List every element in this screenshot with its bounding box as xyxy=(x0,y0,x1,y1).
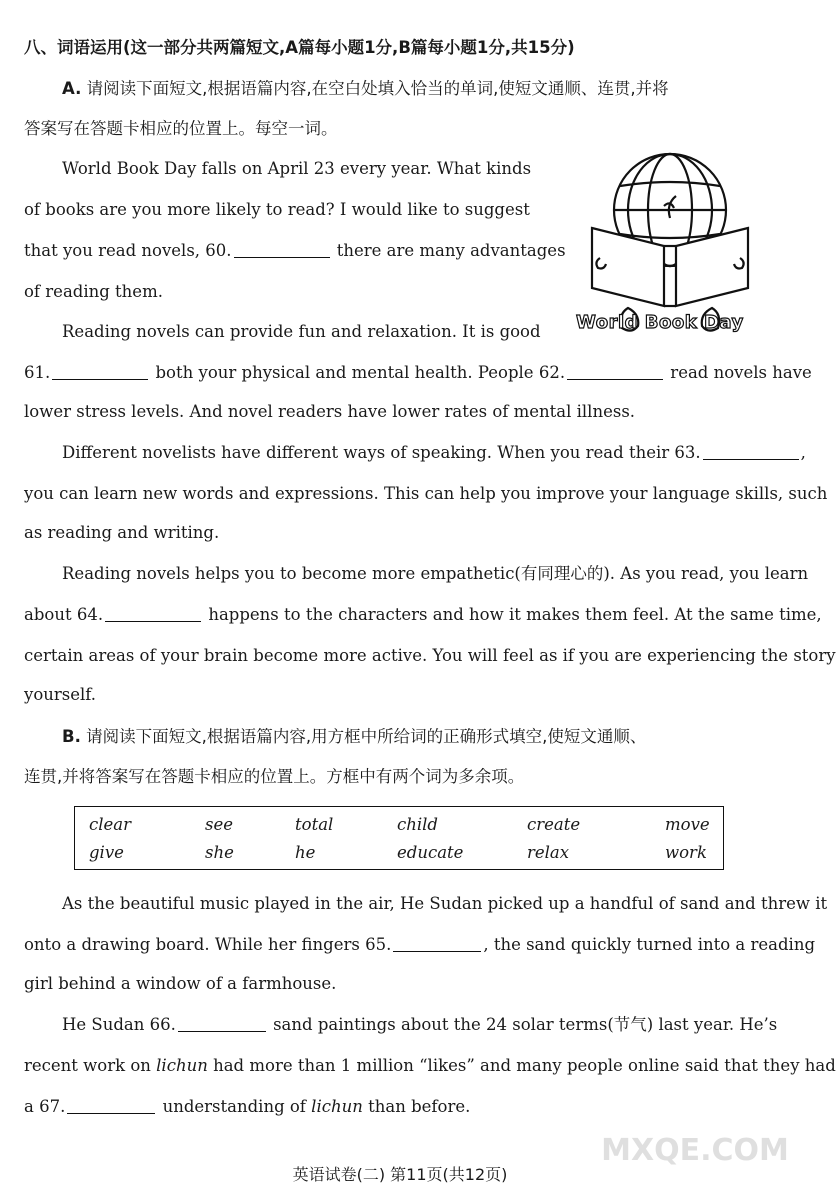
passage-b-line xyxy=(24,934,816,956)
word-box-item: clear xyxy=(89,815,132,834)
part-a-instruction-line2: 答案写在答题卡相应的位置上。每空一词。 xyxy=(24,119,338,138)
text-segment: there are many advantages xyxy=(331,241,566,260)
word-box-item: total xyxy=(295,815,334,834)
text-segment: than before. xyxy=(362,1097,471,1116)
text-segment: about 64. xyxy=(24,605,104,624)
section-title: 八、词语运用(这一部分共两篇短文,A篇每小题1分,B篇每小题1分,共15分) xyxy=(24,38,575,57)
passage-b-line: girl behind a window of a farmhouse. xyxy=(24,974,337,993)
watermark-text: MXQE.COM xyxy=(601,1133,789,1168)
page-footer: 英语试卷(二) 第11页(共12页) xyxy=(292,1165,508,1184)
word-box-item: she xyxy=(205,843,234,862)
watermark-logo xyxy=(600,1100,790,1200)
passage-a-line: you can learn new words and expressions. This can help you improve your language skills, such xyxy=(24,484,828,503)
text-segment: had more than 1 million “likes” and many people online said that they had xyxy=(207,1056,836,1075)
passage-a-line: yourself. xyxy=(24,685,97,704)
passage-b-line xyxy=(24,1055,836,1077)
text-segment: He Sudan 66. xyxy=(62,1015,176,1034)
passage-a-line: certain areas of your brain become more active. You will feel as if you are experiencing the story xyxy=(24,646,836,665)
passage-a-line: of reading them. xyxy=(24,282,163,301)
text-segment: , the sand quickly turned into a reading xyxy=(483,935,816,954)
blank-67[interactable] xyxy=(67,1097,155,1114)
word-box-item: move xyxy=(665,815,710,834)
part-b-instruction-line1 xyxy=(62,726,776,748)
blank-62[interactable] xyxy=(567,363,663,380)
text-segment: , xyxy=(800,443,806,462)
passage-a-line: lower stress levels. And novel readers have lower rates of mental illness. xyxy=(24,402,636,421)
text-segment: that you read novels, 60. xyxy=(24,241,232,260)
word-box-item: he xyxy=(295,843,316,862)
word-box-item: relax xyxy=(527,843,570,862)
passage-a-line: Reading novels helps you to become more empathetic(有同理心的). As you read, you learn xyxy=(62,564,809,583)
word-box-item: work xyxy=(665,843,707,862)
passage-a-line: of books are you more likely to read? I would like to suggest xyxy=(24,200,530,219)
text-segment: onto a drawing board. While her fingers 65. xyxy=(24,935,392,954)
italic-term: lichun xyxy=(311,1097,363,1116)
blank-63[interactable] xyxy=(703,443,799,460)
word-box-item: educate xyxy=(397,843,464,862)
text-segment: happens to the characters and how it makes them feel. At the same time, xyxy=(203,605,822,624)
passage-a-line xyxy=(24,240,566,262)
passage-a-line: Reading novels can provide fun and relaxation. It is good xyxy=(62,322,541,341)
word-box-item: give xyxy=(89,843,124,862)
passage-a-line: World Book Day falls on April 23 every year. What kinds xyxy=(62,159,532,178)
blank-65[interactable] xyxy=(393,935,481,952)
text-segment: Different novelists have different ways of speaking. When you read their 63. xyxy=(62,443,701,462)
blank-64[interactable] xyxy=(105,605,201,622)
part-b-label: B. xyxy=(62,727,81,746)
word-box-item: see xyxy=(205,815,233,834)
italic-term: lichun xyxy=(156,1056,208,1075)
part-a-instruction-line1 xyxy=(62,78,776,100)
part-b-instruction-line2: 连贯,并将答案写在答题卡相应的位置上。方框中有两个词为多余项。 xyxy=(24,767,525,786)
passage-a-line xyxy=(24,604,822,626)
text-segment: sand paintings about the 24 solar terms(节气) last year. He’s xyxy=(267,1015,778,1034)
logo-caption: World Book Day xyxy=(576,312,744,333)
part-a-label: A. xyxy=(62,79,82,98)
text-segment: both your physical and mental health. People 62. xyxy=(150,363,566,382)
passage-a-line xyxy=(24,362,812,384)
passage-b-line xyxy=(62,1014,776,1036)
part-a-instruction-text: 请阅读下面短文,根据语篇内容,在空白处填入恰当的单词,使短文通顺、连贯,并将 xyxy=(86,79,669,98)
blank-66[interactable] xyxy=(178,1015,266,1032)
blank-60[interactable] xyxy=(234,241,330,258)
word-box xyxy=(74,806,724,870)
word-box-item: create xyxy=(527,815,581,834)
text-segment: a 67. xyxy=(24,1097,66,1116)
text-segment: 61. xyxy=(24,363,51,382)
passage-a-line: as reading and writing. xyxy=(24,523,220,542)
part-b-instruction-text: 请阅读下面短文,根据语篇内容,用方框中所给词的正确形式填空,使短文通顺、 xyxy=(86,727,647,746)
passage-b-line: As the beautiful music played in the air, He Sudan picked up a handful of sand and threw it xyxy=(62,894,828,913)
text-segment: understanding of xyxy=(157,1097,312,1116)
text-segment: read novels have xyxy=(665,363,812,382)
word-box-item: child xyxy=(397,815,438,834)
text-segment: recent work on xyxy=(24,1056,157,1075)
blank-61[interactable] xyxy=(52,363,148,380)
passage-a-line xyxy=(62,442,806,464)
